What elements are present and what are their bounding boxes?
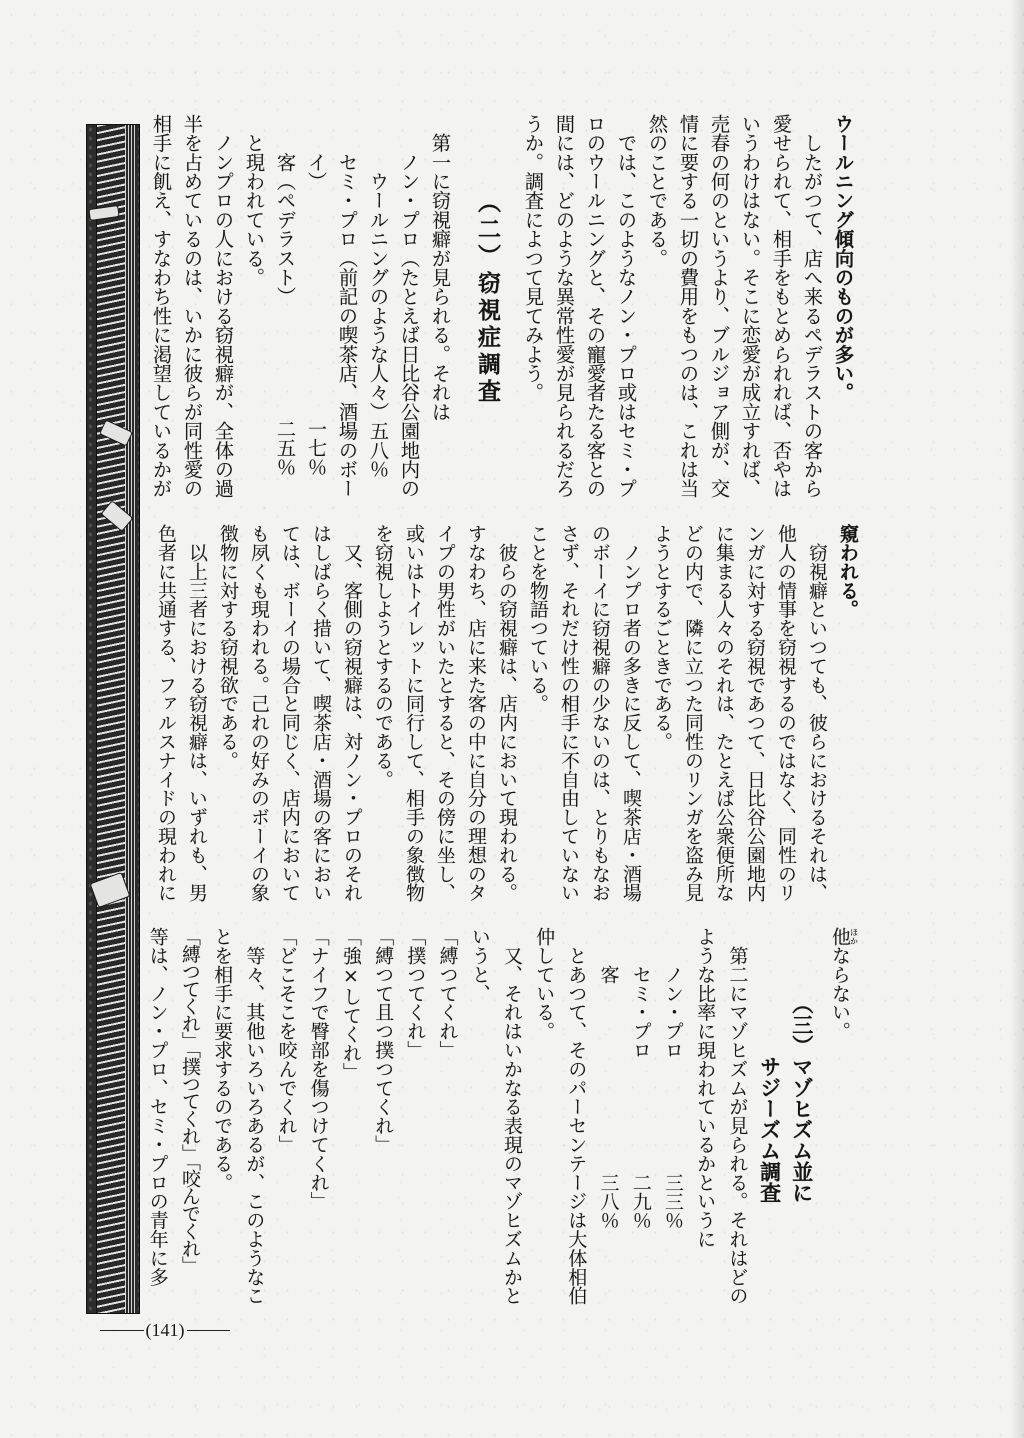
text-line: 以上三者における窃視癖は、いずれも、男 (186, 524, 208, 902)
text-line: 他人の情事を窃視するのではなく、同性のリ (775, 524, 797, 902)
text-line: ノンプロの人における窃視癖が、全体の過 (212, 114, 235, 498)
text-line: 愛せられて、相手をもとめられれば、否やは (770, 114, 793, 498)
text-line: 窃視癖といつても、彼らにおけるそれは、 (806, 524, 828, 902)
text-line: も夙くも現われる。己れの好みのボーイの象 (248, 524, 270, 902)
page-number-dash-right (187, 1330, 231, 1331)
text-line: 窺われる。 (837, 524, 859, 619)
quoted-phrase: 「撲つてくれ」 (404, 927, 427, 1060)
text-line: どの内で、隣に立つた同性のリンガを盗み見 (682, 524, 704, 902)
text-line: 半を占めているのは、いかに彼らが同性愛の (181, 114, 204, 498)
stat-line (270, 114, 301, 500)
quoted-phrase: 「ナイフで臀部を傷つけてくれ」 (307, 927, 330, 1211)
stat-percentage: 三八％ (597, 1173, 620, 1230)
text-line: ウールニング傾向のものが多い。 (832, 114, 855, 402)
text-line: 色者に共通する、ファルスナイドの現われに (155, 524, 177, 902)
stat-percentage: 一七％ (305, 419, 328, 477)
text-line: ような比率に現われているかというに (694, 927, 717, 1249)
text-line: 仲している。 (533, 927, 556, 1041)
text-line: セミ・プロ（前記の喫茶店、酒場のボー (336, 114, 359, 498)
text-line: いうと、 (468, 927, 491, 1003)
stat-percentage: 三三％ (661, 1173, 684, 1230)
section-heading-masochism-line1: （三）マゾヒズム並に (789, 993, 814, 1203)
page-number-text: (141) (145, 1320, 185, 1340)
text-line: 第一に窃視癖が見られる。それは (429, 114, 452, 422)
quoted-phrase: 「強×してくれ」 (339, 927, 362, 1082)
text-line: 売春の何のというより、ブルジョア側が、交 (708, 114, 731, 498)
text-line: とを相手に要求するのである。 (211, 927, 234, 1192)
stat-percentage: 二九％ (629, 1173, 652, 1230)
text-line: 情に要する一切の費用をもつのは、これは当 (677, 114, 700, 498)
text-line: 或いはトイレットに同行して、相手の象徴物 (403, 524, 425, 902)
text-line: 第二にマゾヒズムが見られる。それはどの (726, 927, 749, 1305)
text-line: うか。調査によつて見てみよう。 (522, 114, 545, 402)
stat-line (592, 927, 624, 1305)
text-line: を窃視しようとするのである。 (372, 524, 394, 789)
text-line: 等は、ノン・プロ、セミ・プロの青年に多 (146, 927, 169, 1287)
rope-pattern (96, 125, 126, 1313)
text-line: のボーイに窃視癖の少ないのは、とりもなお (589, 524, 611, 902)
text-line: 又、客側の窃視癖は、対ノン・プロのそれ (341, 524, 363, 902)
stat-label: 客（ペデラスト） (274, 114, 297, 306)
ruby-annotation (829, 927, 859, 946)
text-line: ウールニングのような人々）五八％ (367, 114, 390, 479)
stat-label: セミ・プロ (629, 927, 652, 1060)
text-line: したがつて、店へ来るペデラストの客から (801, 114, 824, 498)
upper-section (146, 114, 859, 500)
text-line: いうわけはない。そこに恋愛が成立すれば、 (739, 114, 762, 498)
stat-label: ノン・プロ (661, 927, 684, 1060)
text-line: ようとするごときである。 (651, 524, 673, 751)
section-heading-voyeurism: （二）窃視症調査 (474, 190, 500, 406)
text-line: 然のことである。 (646, 114, 669, 268)
stat-line (657, 927, 689, 1305)
stat-line (301, 114, 332, 500)
rail-lines (125, 125, 136, 1313)
bottom-section (142, 927, 858, 1305)
lower-section (150, 524, 863, 902)
text-line: ては、ボーイの場合と同じく、店内において (279, 524, 301, 902)
text-line (824, 927, 858, 1305)
quoted-phrase: 「どこそこを咬んでくれ」 (275, 927, 298, 1154)
text-line: に集まる人々のそれは、たとえば公衆便所な (713, 524, 735, 902)
text-line: はしばらく措いて、喫茶店・酒場の客におい (310, 524, 332, 902)
text-line: 相手に飢え、すなわち性に渇望しているかが (150, 114, 173, 498)
ruby-reading: ほか (849, 927, 859, 946)
stat-line (625, 927, 657, 1305)
page-number-dash-left (100, 1330, 144, 1331)
text-line: 彼らの窃視癖は、店内において現われる。 (496, 524, 518, 902)
text-line: すなわち、店に来た客の中に自分の理想のタ (465, 524, 487, 902)
text-line: ンガに対する窃視であつて、日比谷公園地内 (744, 524, 766, 902)
stat-percentage: 二五％ (274, 419, 297, 477)
text-line: さず、それだけ性の相手に不自由していない (558, 524, 580, 902)
text-line: 又、それはいかなる表現のマゾヒズムかと (500, 927, 523, 1305)
text-line: では、このようなノン・プロ或はセミ・プ (615, 114, 638, 498)
text-line: と現われている。 (243, 114, 266, 287)
page-number (100, 1320, 230, 1341)
text-line: イプの男性がいたとすると、その傍に坐し、 (434, 524, 456, 902)
quoted-phrase: 「縛つてくれ」「撲つてくれ」「咬んでくれ」 (178, 927, 201, 1274)
quoted-phrase: 「縛つてくれ」 (436, 927, 459, 1060)
page-edge-shadow (1010, 0, 1024, 1438)
section-heading-masochism-line2: サジーズム調査 (757, 1056, 782, 1203)
ruby-base: 他 (829, 927, 851, 946)
quoted-phrase: 「縛つて且つ撲つてくれ」 (372, 927, 395, 1154)
decorative-rope-border (86, 124, 140, 1314)
text-line: 等々、其他いろいろあるが、このようなこ (243, 927, 266, 1305)
text-line: ノンプロ者の多きに反して、喫茶店・酒場 (620, 524, 642, 902)
text-line: 徴物に対する窃視欲である。 (217, 524, 239, 770)
text-line: ロのウールニングと、その寵愛者たる客との (584, 114, 607, 498)
text-line: 間には、どのような異常性愛が見られるだろ (553, 114, 576, 498)
text-line: ことを物語つている。 (527, 524, 549, 713)
stat-label: イ） (305, 114, 328, 191)
stat-label: 客 (597, 927, 620, 984)
text-line: ノン・プロ（たとえば日比谷公園地内の (398, 114, 421, 498)
text-fragment: ならない。 (829, 945, 851, 1041)
text-line: とあつて、そのパーセンテージは大体相伯 (565, 927, 588, 1305)
